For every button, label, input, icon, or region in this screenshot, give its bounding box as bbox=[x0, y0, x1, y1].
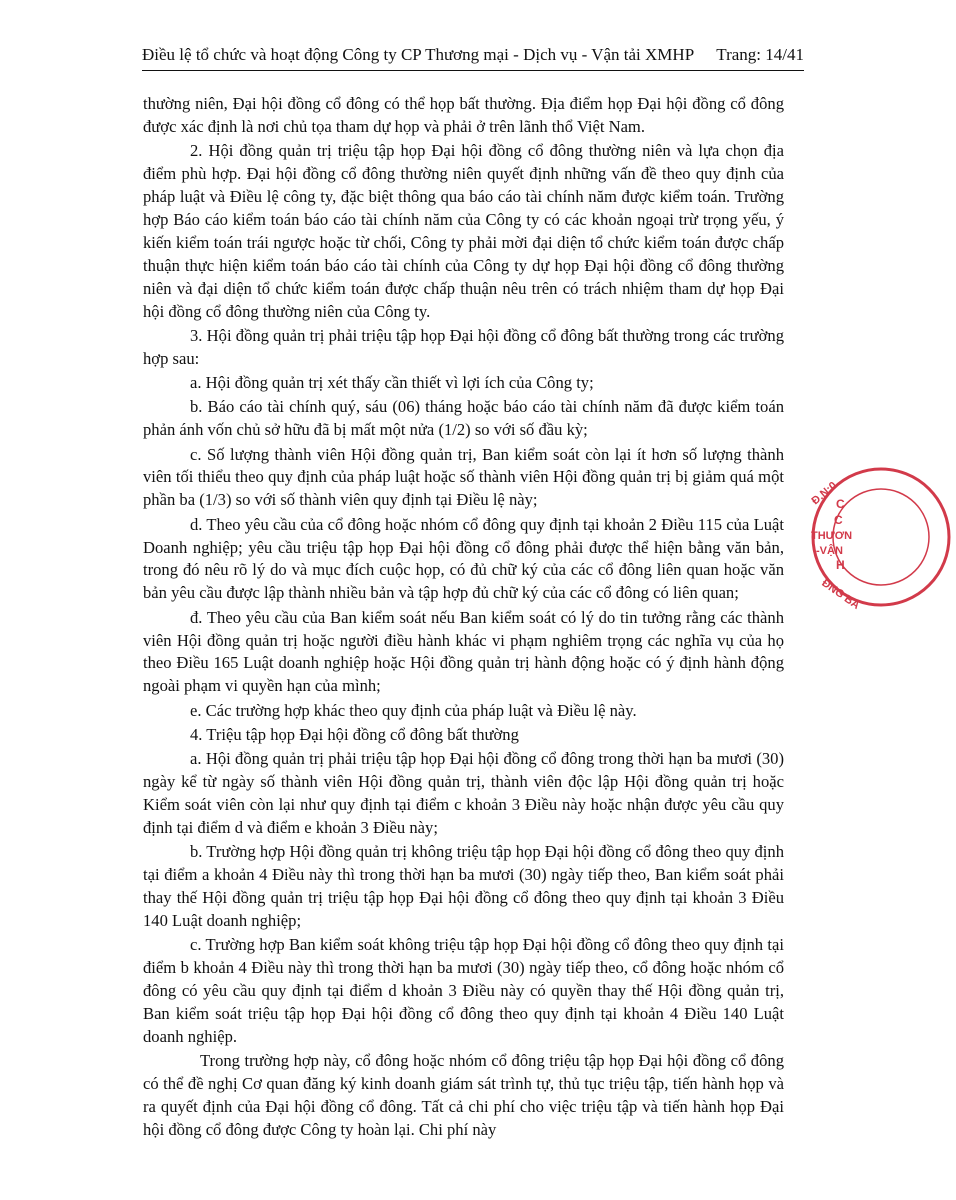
paragraph-item-4b: b. Trường hợp Hội đồng quản trị không triệu tập họp Đại hội đồng cổ đông theo quy định tại điểm a khoản 4 Điều này thì trong thời hạn ba mươi (30) ngày tiếp theo, Ban kiểm soát phải thay thế Hội đồng quản trị triệu tập họp Đại hội đồng cổ đông theo quy định tại khoản 3 Điều 140 Luật doanh nghiệp; bbox=[143, 842, 784, 931]
paragraph-item-3dd: đ. Theo yêu cầu của Ban kiểm soát nếu Ban kiểm soát có lý do tin tưởng rằng các thành viên Hội đồng quản trị hoặc người điều hành khác vi phạm nghiêm trọng các nghĩa vụ của họ theo Điều 165 Luật doanh nghiệp hoặc Hội đồng quản trị hành động hoặc có ý định hành động ngoài phạm vi quyền hạn của mình; bbox=[143, 607, 784, 696]
seal-line-5: H bbox=[836, 558, 845, 572]
company-seal bbox=[806, 462, 956, 612]
paragraph-clause-4: 4. Triệu tập họp Đại hội đồng cổ đông bất thường bbox=[190, 724, 519, 744]
paragraph-clause-3: 3. Hội đồng quản trị phải triệu tập họp Đại hội đồng cổ đông bất thường trong các trường hợp sau: bbox=[143, 325, 784, 368]
paragraph-clause-2: 2. Hội đồng quản trị triệu tập họp Đại hội đồng cổ đông thường niên và lựa chọn địa điểm phù hợp. Đại hội đồng cổ đông thường niên quyết định những vấn đề theo quy định của pháp luật và Điều lệ công ty, đặc biệt thông qua báo cáo tài chính năm được kiểm toán. Trường hợp Báo cáo kiểm toán báo cáo tài chính năm của Công ty có các khoản ngoại trừ trọng yếu, ý kiến kiểm toán trái ngược hoặc từ chối, Công ty phải mời đại diện tổ chức kiểm toán được chấp thuận thực hiện kiểm toán báo cáo tài chính của Công ty dự họp Đại hội đồng cổ đông thường niên và đại diện tổ chức kiểm toán được chấp thuận nêu trên có trách nhiệm tham dự họp Đại hội đồng cổ đông thường niên của Công ty. bbox=[143, 141, 784, 321]
seal-bottom-text: ĐNG BA bbox=[819, 577, 862, 612]
paragraph-item-4a: a. Hội đồng quản trị phải triệu tập họp Đại hội đồng cổ đông trong thời hạn ba mươi (30) ngày kể từ ngày số thành viên Hội đồng quản trị, thành viên độc lập Hội đồng quản trị hoặc Kiểm soát viên còn lại như quy định tại điểm c khoản 3 Điều này hoặc nhận được yêu cầu quy định tại điểm d và điểm e khoản 3 Điều này; bbox=[143, 749, 784, 837]
seal-ring-text: Đ.N:0 bbox=[809, 479, 840, 508]
paragraph-continuation: thường niên, Đại hội đồng cổ đông có thể họp bất thường. Địa điểm họp Đại hội đồng cổ đông được xác định là nơi chủ tọa tham dự họp và phải ở trên lãnh thổ Việt Nam. bbox=[143, 94, 784, 136]
seal-line-2: C bbox=[834, 513, 843, 527]
header-title: Điều lệ tổ chức và hoạt động Công ty CP Thương mại - Dịch vụ - Vận tải XMHP bbox=[142, 45, 695, 64]
page-number: Trang: 14/41 bbox=[716, 45, 804, 64]
seal-line-4: -VẬN bbox=[816, 545, 843, 557]
paragraph-item-3c: c. Số lượng thành viên Hội đồng quản trị, Ban kiểm soát còn lại ít hơn số lượng thành viên tối thiểu theo quy định của pháp luật hoặc số thành viên Hội đồng quản trị bị giảm quá một phần ba (1/3) so với số thành viên quy định tại Điều lệ này; bbox=[143, 444, 784, 510]
seal-line-3: THƯƠN bbox=[811, 530, 853, 542]
paragraph-final: Trong trường hợp này, cổ đông hoặc nhóm cổ đông triệu tập họp Đại hội đồng cổ đông có thể đề nghị Cơ quan đăng ký kinh doanh giám sát trình tự, thủ tục triệu tập, tiến hành họp và ra quyết định của Đại hội đồng cổ đông. Tất cả chi phí cho việc triệu tập và tiến hành họp Đại hội đồng cổ đông được Công ty hoàn lại. Chi phí này bbox=[143, 1051, 784, 1139]
seal-line-1: C bbox=[836, 497, 845, 511]
paragraph-item-3e: e. Các trường hợp khác theo quy định của pháp luật và Điều lệ này. bbox=[190, 700, 637, 720]
paragraph-item-3a: a. Hội đồng quản trị xét thấy cần thiết vì lợi ích của Công ty; bbox=[190, 373, 594, 393]
paragraph-item-4c: c. Trường hợp Ban kiểm soát không triệu tập họp Đại hội đồng cổ đông theo quy định tại điểm b khoản 4 Điều này thì trong thời hạn ba mươi (30) ngày tiếp theo, cổ đông hoặc nhóm cổ đông có yêu cầu quy định tại điểm d khoản 3 Điều này có quyền thay thế Hội đồng quản trị, Ban kiểm soát triệu tập họp Đại hội đồng cổ đông theo quy định tại khoản 4 Điều 140 Luật doanh nghiệp. bbox=[143, 935, 784, 1046]
paragraph-item-3b: b. Báo cáo tài chính quý, sáu (06) tháng hoặc báo cáo tài chính năm đã được kiểm toán phản ánh vốn chủ sở hữu đã bị mất một nửa (1/2) so với số đầu kỳ; bbox=[143, 397, 784, 440]
paragraph-item-3d: d. Theo yêu cầu của cổ đông hoặc nhóm cổ đông quy định tại khoản 2 Điều 115 của Luật Doanh nghiệp; yêu cầu triệu tập họp Đại hội đồng cổ đông phải được thể hiện bằng văn bản, trong đó nêu rõ lý do và mục đích cuộc họp, có đủ chữ ký của các cổ đông liên quan hoặc văn bản yêu cầu được lập thành nhiều bản và tập hợp đủ chữ ký của các cổ đông có liên quan; bbox=[143, 514, 784, 603]
document-body bbox=[143, 93, 784, 1143]
page-header bbox=[142, 40, 804, 71]
